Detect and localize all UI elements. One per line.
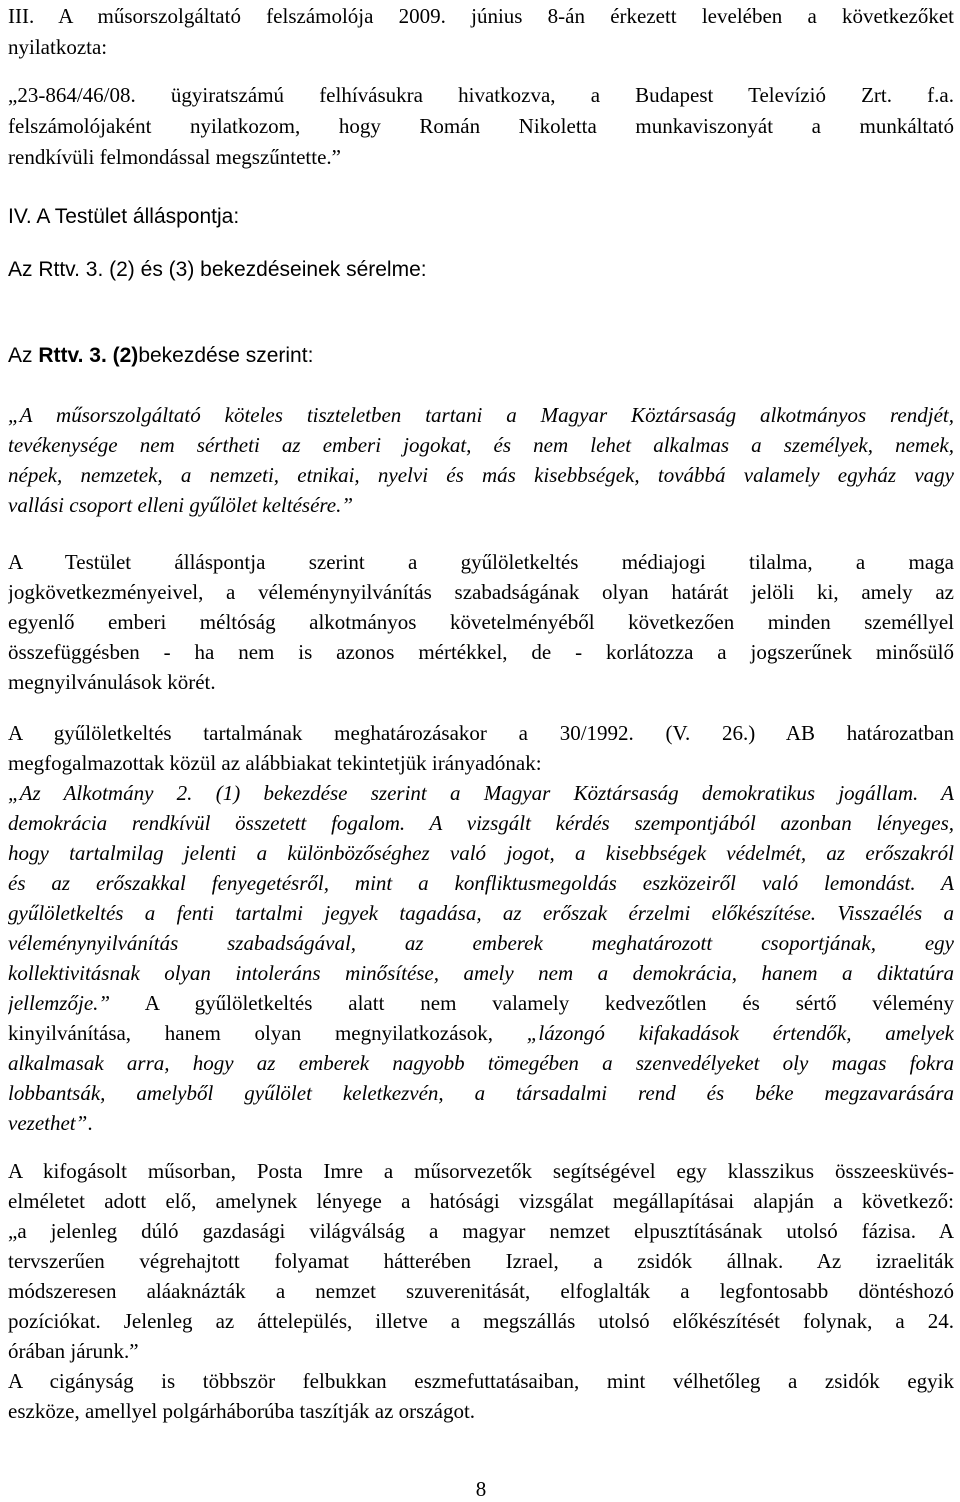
paragraph-line: A gyűlöletkeltés tartalmának meghatározásakor a 30/1992. (V. 26.) AB határozatban	[8, 721, 954, 745]
law-quote-line: népek, nemzetek, a nemzeti, etnikai, nyelvi és más kisebbségek, továbbá valamely egyház vagy	[8, 463, 954, 487]
quote-end-italic: jellemzője.”	[8, 991, 111, 1015]
law-reference-suffix: bekezdése szerint:	[138, 344, 314, 367]
paragraph-line: összefüggésben - ha nem is azonos mértékkel, de - korlátozza a jogszerűnek minősülő	[8, 640, 954, 664]
ab-quote-line: lobbantsák, amelyből gyűlölet keletkezvén, a társadalmi rend és béke megzavarására	[8, 1081, 954, 1105]
ab-quote-line: véleménynyilvánítás szabadságával, az emberek meghatározott csoportjának, egy	[8, 931, 954, 955]
roman-text: .	[87, 1111, 93, 1135]
quote-start-italic: „lázongó kifakadások értendők, amelyek	[526, 1021, 954, 1045]
quote-end-italic: vezethet”	[8, 1111, 88, 1135]
law-reference-section: Rttv. 3. (2)	[38, 344, 139, 367]
mixed-line	[8, 988, 954, 1018]
paragraph-line: megnyilvánulások körét.	[8, 670, 216, 694]
law-quote-line: tevékenysége nem sértheti az emberi jogokat, és nem lehet alkalmas a személyek, nemek,	[8, 433, 954, 457]
paragraph-line: órában járunk.”	[8, 1339, 139, 1363]
ab-quote-line: és az erőszakkal fenyegetésről, mint a konfliktusmegoldás eszközeiről való lemondást. A	[8, 871, 954, 895]
paragraph-line: módszeresen aláaknázták a nemzet szuverenitását, elfoglalták a legfontosabb döntéshozó	[8, 1279, 954, 1303]
paragraph-line: A kifogásolt műsorban, Posta Imre a műsorvezetők segítségével egy klasszikus összeesküvés-	[8, 1159, 954, 1183]
paragraph-line: A cigányság is többször felbukkan eszmefuttatásaiban, mint vélhetőleg a zsidók egyik	[8, 1369, 954, 1393]
paragraph-line: tervszerűen végrehajtott folyamat hátterében Izrael, a zsidók állnak. Az izraeliták	[8, 1249, 954, 1273]
page-number: 8	[475, 1477, 487, 1501]
paragraph-line: jogkövetkezményeivel, a véleménynyilvánítás szabadságának olyan határát jelöli ki, amely az	[8, 580, 954, 604]
liquidator-quote-line: felszámolójaként nyilatkozom, hogy Román Nikoletta munkaviszonyát a munkáltató	[8, 114, 954, 138]
ab-quote-end	[8, 1108, 954, 1138]
paragraph-line: egyenlő emberi méltóság alkotmányos követelményéből következően minden személlyel	[8, 610, 954, 634]
law-quote-line: vallási csoport elleni gyűlölet keltésére.”	[8, 493, 354, 517]
law-reference	[8, 341, 954, 371]
section-iv-heading: IV. A Testület álláspontja:	[8, 205, 240, 228]
violation-heading: Az Rttv. 3. (2) és (3) bekezdéseinek sérelme:	[8, 258, 427, 281]
ab-quote-line: kollektivitásnak olyan intoleráns minősítése, amely nem a demokrácia, hanem a diktatúra	[8, 961, 954, 985]
ab-quote-line: hogy tartalmilag jelenti a különbözőséghez való jogot, a kisebbségek védelmét, az erőszakról	[8, 841, 954, 865]
liquidator-quote-line: „23-864/46/08. ügyiratszámú felhívásukra hivatkozva, a Budapest Televízió Zrt. f.a.	[8, 83, 954, 107]
ab-quote-line: „Az Alkotmány 2. (1) bekezdése szerint a Magyar Köztársaság demokratikus jogállam. A	[8, 781, 954, 805]
paragraph-line: elméletet adott elő, amelynek lényege a hatósági vizsgálat megállapításai alapján a következő:	[8, 1189, 954, 1213]
ab-quote-line: gyűlöletkeltés a fenti tartalmi jegyek tagadása, az erőszak érzelmi előkészítése. Visszaélés a	[8, 901, 954, 925]
ab-quote-line: alkalmasak arra, hogy az emberek nagyobb tömegében a szenvedélyeket oly magas fokra	[8, 1051, 954, 1075]
ab-quote-line: demokrácia rendkívül összetett fogalom. A vizsgált kérdés szempontjából azonban lényeges,	[8, 811, 954, 835]
section-iii-heading-cont: nyilatkozta:	[8, 35, 108, 59]
law-reference-prefix: Az	[8, 344, 39, 367]
roman-text: A gyűlöletkeltés alatt nem valamely kedvezőtlen és sértő vélemény	[110, 991, 954, 1015]
paragraph-line: pozíciókat. Jelenleg az áttelepülés, illetve a megszállás utolsó előkészítését folynak, a 24.	[8, 1309, 954, 1333]
roman-text: kinyilvánítása, hanem olyan megnyilatkozások,	[8, 1021, 527, 1045]
paragraph-line: A Testület álláspontja szerint a gyűlöletkeltés médiajogi tilalma, a maga	[8, 550, 954, 574]
paragraph-line: „a jelenleg dúló gazdasági világválság a magyar nemzet elpusztításának utolsó fázisa. A	[8, 1219, 954, 1243]
law-quote-line: „A műsorszolgáltató köteles tiszteletben tartani a Magyar Köztársaság alkotmányos rendjét,	[8, 403, 954, 427]
paragraph-line: eszköze, amellyel polgárháborúba taszítják az országot.	[8, 1399, 476, 1423]
mixed-line	[8, 1018, 954, 1048]
section-iii-heading: III. A műsorszolgáltató felszámolója 2009. június 8-án érkezett levelében a következőket	[8, 4, 954, 28]
liquidator-quote-line: rendkívüli felmondással megszűntette.”	[8, 145, 341, 169]
paragraph-line: megfogalmazottak közül az alábbiakat tekintetjük irányadónak:	[8, 751, 542, 775]
